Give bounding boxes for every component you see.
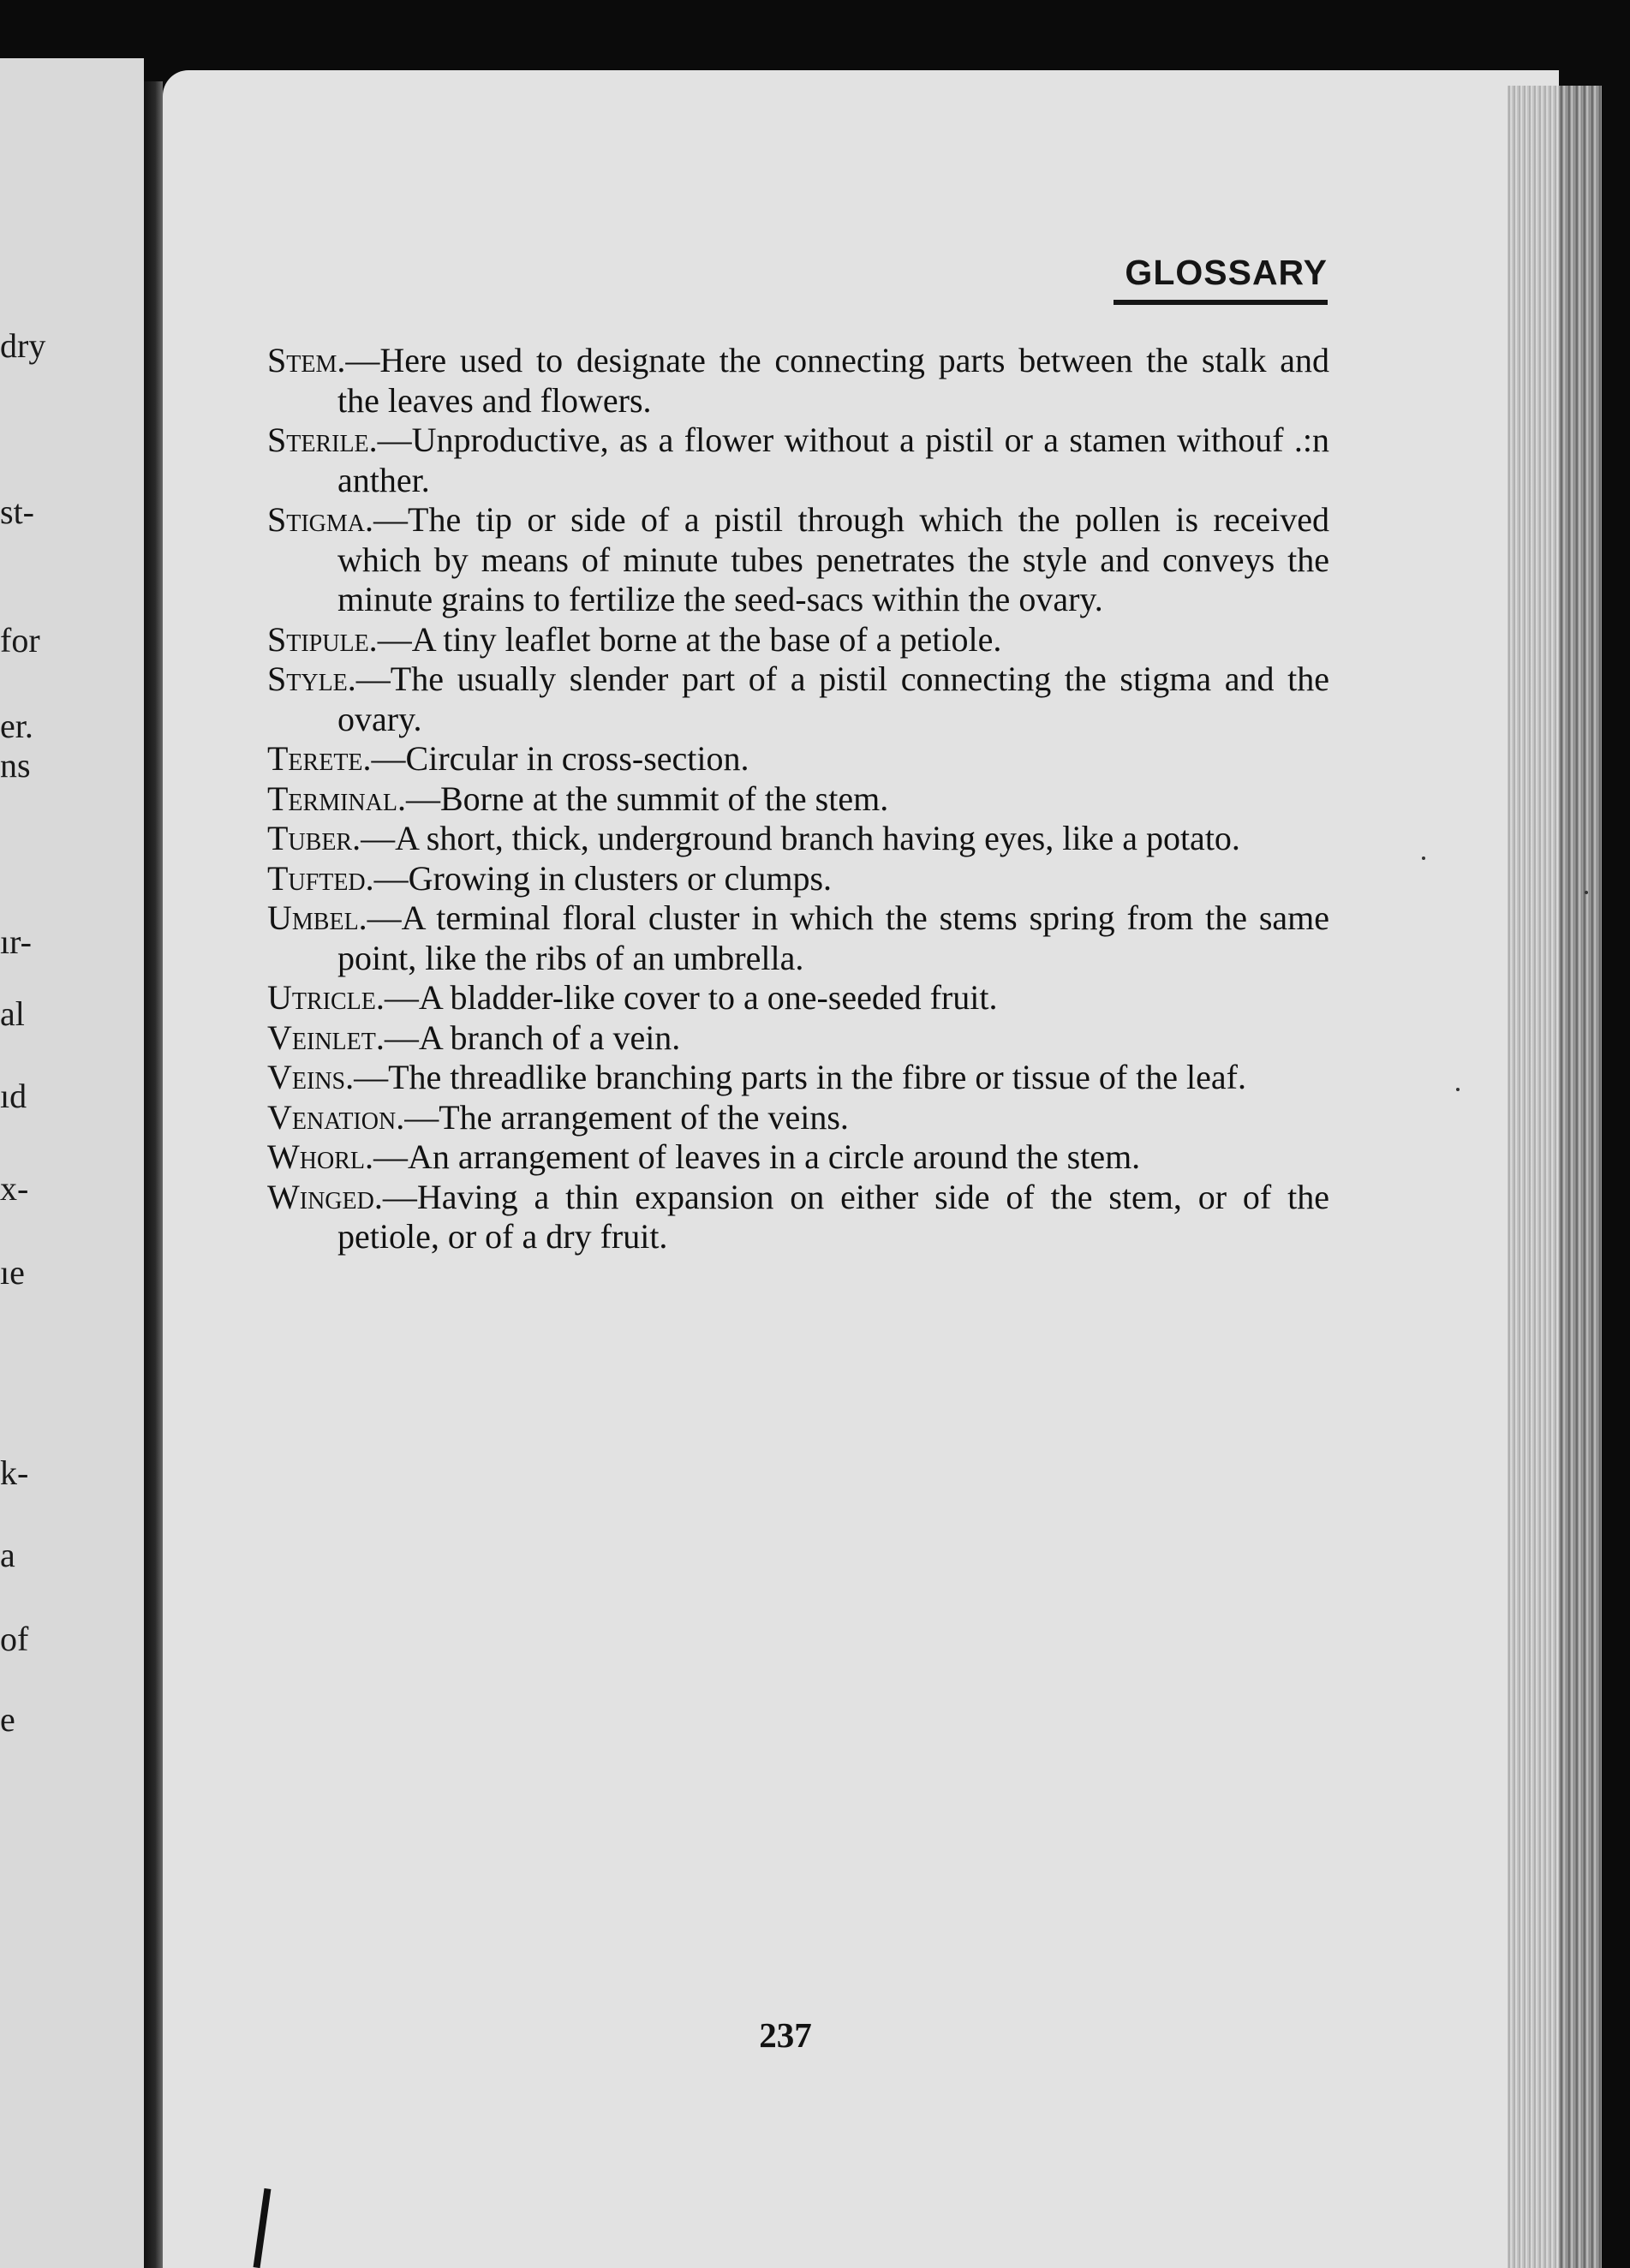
paper-speck [1422, 856, 1425, 860]
glossary-term: Terete. [267, 739, 372, 778]
left-fragment: ıd [0, 1077, 27, 1115]
left-fragment: for [0, 621, 40, 660]
left-fragment: k- [0, 1453, 29, 1492]
glossary-entry [267, 1058, 1329, 1098]
glossary-term: Umbel. [267, 898, 367, 937]
glossary-entry [267, 819, 1329, 859]
glossary-definition: —Here used to designate the connecting parts between the stalk and the leaves and flowers. [337, 341, 1329, 420]
glossary-term: Stigma. [267, 500, 374, 539]
header-rule [1114, 300, 1328, 305]
glossary-entry [267, 898, 1329, 978]
glossary-term: Winged. [267, 1177, 383, 1216]
glossary-definition: —Having a thin expansion on either side of the stem, or of the petiole, or of a dry fruit. [337, 1177, 1329, 1256]
glossary-definition: —The arrangement of the veins. [404, 1097, 849, 1137]
glossary-term: Veinlet. [267, 1018, 385, 1057]
glossary-term: Tufted. [267, 858, 374, 898]
glossary-definition: —The threadlike branching parts in the fibre or tissue of the leaf. [354, 1058, 1246, 1096]
glossary-entry [267, 978, 1329, 1018]
glossary-entry [267, 1098, 1329, 1138]
paper-speck [1585, 891, 1588, 894]
page-number: 237 [759, 2015, 812, 2055]
glossary-definition: —Growing in clusters or clumps. [373, 858, 833, 898]
page-edges-outer [1559, 86, 1602, 2268]
glossary-term: Utricle. [267, 978, 385, 1017]
glossary-definition: —Circular in cross-section. [371, 739, 749, 778]
glossary-term: Venation. [267, 1097, 405, 1137]
glossary-term: Stem. [267, 341, 346, 379]
glossary-term: Whorl. [267, 1137, 373, 1176]
left-fragment: st- [0, 492, 34, 531]
glossary-definition: —A bladder-like cover to a one-seeded fruit. [384, 978, 998, 1017]
glossary-definition: —Borne at the summit of the stem. [405, 779, 889, 818]
paper-speck [1456, 1088, 1460, 1091]
glossary-definition: —A short, thick, underground branch having eyes, like a potato. [361, 819, 1240, 857]
left-fragment: ıe [0, 1253, 25, 1292]
left-fragment: ns [0, 746, 31, 785]
glossary-definition: —The tip or side of a pistil through which the pollen is received which by means of minute tubes penetrates the style and conveys the minute grains to fertilize the seed-sacs within the ovary. [337, 500, 1329, 618]
book-gutter [144, 81, 163, 2268]
glossary-term: Sterile. [267, 421, 378, 459]
glossary-definition: —A branch of a vein. [384, 1018, 681, 1057]
glossary-entry [267, 1018, 1329, 1059]
glossary-definition: —Unproductive, as a flower without a pistil or a stamen withouf .:n anther. [337, 421, 1329, 499]
page-edges [1508, 86, 1559, 2268]
glossary-entry [267, 660, 1329, 739]
glossary-term: Stipule. [267, 619, 378, 659]
left-page-edge [0, 58, 144, 2268]
left-fragment: dry [0, 326, 46, 365]
glossary-entry [267, 500, 1329, 620]
glossary-definition: —The usually slender part of a pistil connecting the stigma and the ovary. [337, 660, 1329, 738]
glossary-term: Style. [267, 660, 356, 698]
glossary-entry [267, 341, 1329, 421]
left-fragment: ır- [0, 922, 32, 961]
glossary-entry [267, 859, 1329, 899]
glossary-entry [267, 620, 1329, 660]
glossary-definition: —An arrangement of leaves in a circle around the stem. [373, 1137, 1141, 1176]
glossary-entries [267, 341, 1329, 1257]
left-fragment: er. [0, 707, 33, 745]
glossary-term: Veins. [267, 1058, 355, 1096]
glossary-definition: —A terminal floral cluster in which the stems spring from the same point, like the ribs of an umbrella. [337, 898, 1329, 977]
left-fragment: e [0, 1700, 15, 1739]
glossary-entry [267, 1137, 1329, 1178]
left-fragment: x- [0, 1169, 29, 1208]
page-title: GLOSSARY [1125, 253, 1328, 292]
glossary-entry [267, 779, 1329, 820]
left-fragment: a [0, 1536, 15, 1574]
glossary-term: Terminal. [267, 779, 406, 818]
glossary-entry [267, 421, 1329, 500]
glossary-term: Tuber. [267, 819, 361, 857]
running-header [1079, 253, 1328, 305]
glossary-entry [267, 739, 1329, 779]
glossary-definition: —A tiny leaflet borne at the base of a petiole. [377, 619, 1002, 659]
left-fragment: of [0, 1620, 29, 1658]
glossary-entry [267, 1178, 1329, 1257]
left-fragment: al [0, 994, 25, 1033]
